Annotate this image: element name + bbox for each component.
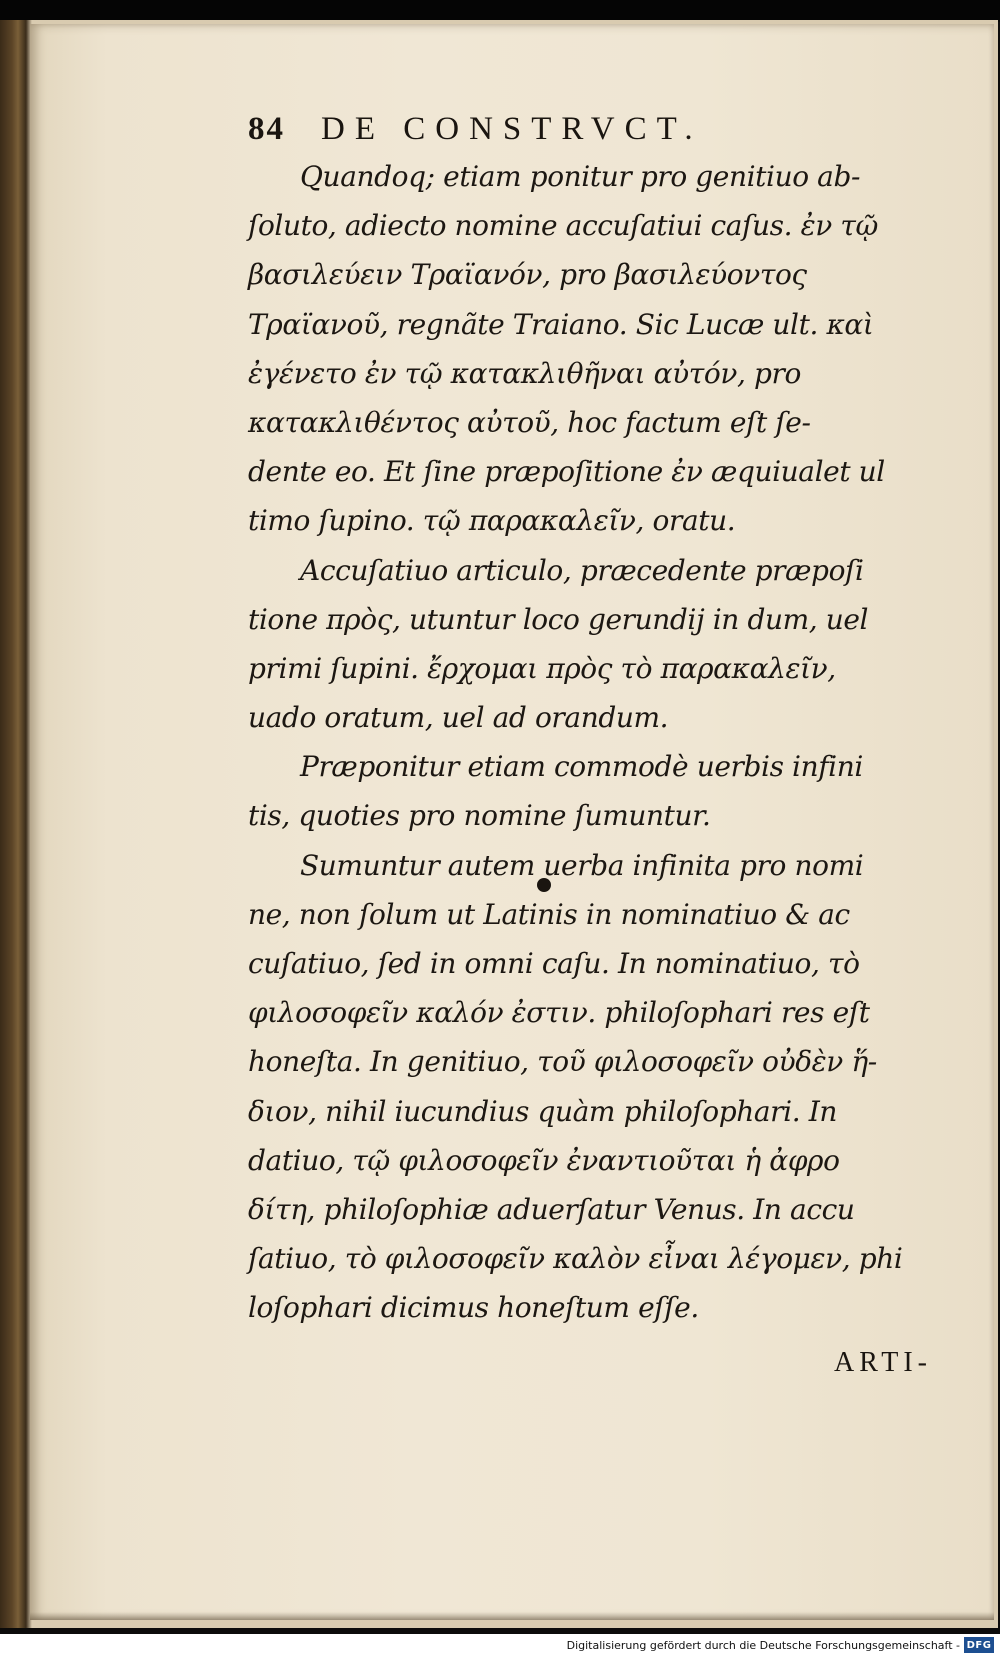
text-line: cuſatiuo, ſed in omni caſu. In nominatiuo, τὸ bbox=[248, 947, 860, 980]
text-line: Accuſatiuo articulo, præcedente præpoſi bbox=[300, 553, 864, 587]
text-line: datiuo, τῷ φιλοσοφεῖν ἐναντιοῦται ἡ ἀφρο bbox=[248, 1143, 840, 1177]
text-line: διον, nihil iucundius quàm philoſophari. In bbox=[248, 1094, 837, 1128]
text-line: timo ſupino. τῷ παρακαλεῖν, oratu. bbox=[248, 504, 736, 538]
text-line: ſoluto, adiecto nomine accuſatiui caſus. ἐν τῷ bbox=[248, 209, 878, 243]
text-line: ne, non ſolum ut Latinis in nominatiuo & ac bbox=[248, 897, 850, 931]
text-line: φιλοσοφεῖν καλόν ἐστιν. philoſophari res eſt bbox=[248, 996, 870, 1030]
text-line: dente eo. Et ſine præpoſitione ἐν æquiualet ul bbox=[248, 455, 885, 489]
text-line: βασιλεύειν Τραϊανόν, pro βασιλεύοντος bbox=[248, 258, 807, 292]
text-line: ἐγένετο ἐν τῷ κατακλιθῆναι αὐτόν, pro bbox=[248, 356, 801, 390]
text-line: uado oratum, uel ad orandum. bbox=[248, 701, 669, 735]
catchword: ARTI- bbox=[834, 1346, 932, 1378]
text-line: primi ſupini. ἔρχομαι πρὸς τὸ παρακαλεῖν, bbox=[248, 651, 836, 685]
page-number: 84 bbox=[248, 110, 285, 147]
text-line: Quandoq; etiam ponitur pro genitiuo ab- bbox=[300, 160, 861, 193]
text-line: tis, quoties pro nomine ſumuntur. bbox=[248, 799, 711, 833]
text-line: Præponitur etiam commodè uerbis infini bbox=[300, 750, 863, 784]
text-line: Sumuntur autem uerba infinita pro nomi bbox=[300, 848, 864, 882]
funding-credit: Digitalisierung gefördert durch die Deutsche Forschungsgemeinschaft - bbox=[566, 1638, 960, 1652]
text-line: δίτη, philoſophiæ aduerſatur Venus. In accu bbox=[248, 1192, 855, 1226]
dfg-logo: DFG bbox=[964, 1637, 994, 1653]
text-lines bbox=[248, 152, 938, 1333]
running-head-title: DE CONSTRVCT. bbox=[321, 110, 703, 147]
text-line: honeſta. In genitiuo, τοῦ φιλοσοφεῖν οὐδὲν ἥ- bbox=[248, 1045, 877, 1079]
running-head bbox=[248, 106, 938, 152]
scan-top-edge bbox=[0, 0, 1000, 22]
digitization-footer bbox=[0, 1634, 1000, 1656]
page-text-block bbox=[248, 106, 938, 1389]
text-line: κατακλιθέντος αὐτοῦ, hoc factum eſt ſe- bbox=[248, 405, 811, 439]
text-line: tione πρὸς, utuntur loco gerundij in dum, uel bbox=[248, 602, 869, 636]
text-line: Τραϊανοῦ, regnãte Traiano. Sic Lucæ ult. καὶ bbox=[248, 307, 874, 341]
text-line: ſatiuo, τὸ φιλοσοφεῖν καλὸν εἶναι λέγομεν, phi bbox=[248, 1242, 903, 1276]
text-line: loſophari dicimus honeſtum eſſe. bbox=[248, 1291, 699, 1325]
